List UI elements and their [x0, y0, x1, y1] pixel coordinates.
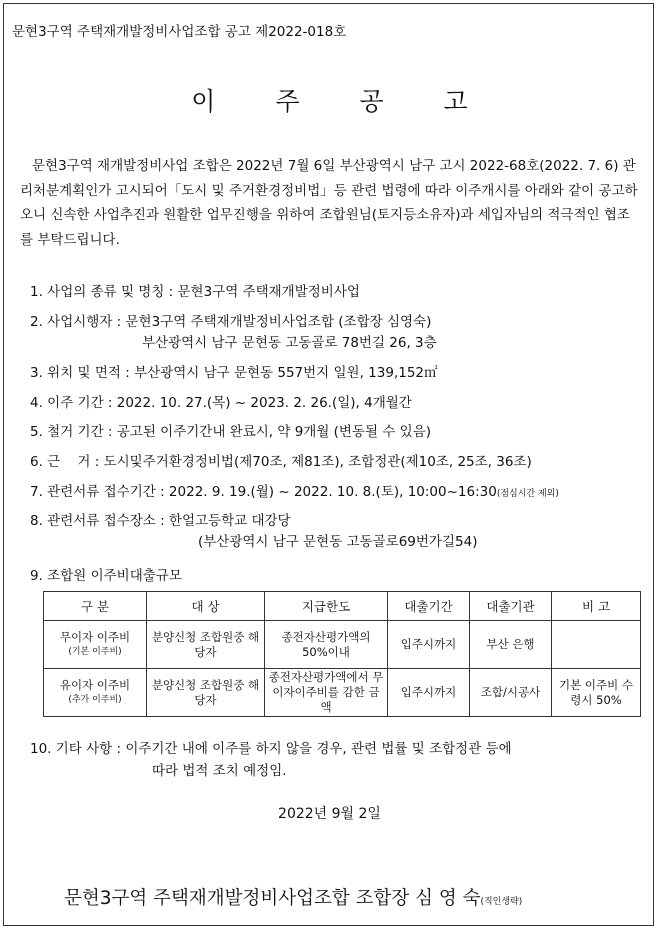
cell-remark: 기본 이주비 수령시 50%: [552, 669, 641, 717]
cell-lender: 부산 은행: [470, 621, 552, 669]
item-2: [30, 313, 437, 352]
item-8-line2: (부산광역시 남구 문현동 고동골로69번가길54): [198, 534, 478, 550]
item-4: 4. 이주 기간 : 2022. 10. 27.(목) ~ 2023. 2. 26.(일), 4개월간: [30, 395, 412, 411]
kind-label: 무이자 이주비: [59, 629, 131, 644]
item-6: 6. 근 거 : 도시및주거환경정비법(제70조, 제81조), 조합정관(제10조, 25조, 36조): [30, 454, 532, 470]
column-header: 대출기간: [388, 592, 470, 621]
cell-lender: 조합/시공사: [470, 669, 552, 717]
kind-note: (기본 이주비): [68, 646, 122, 657]
item-10: [30, 738, 650, 782]
item-10-line1: 10. 기타 사항 : 이주기간 내에 이주를 하지 않을 경우, 관련 법률 및 조합정관 등에: [30, 741, 512, 757]
cell-target: 분양신청 조합원중 해당자: [147, 669, 265, 717]
seal-note: (직인생략): [480, 897, 523, 907]
item-3: 3. 위치 및 면적 : 부산광역시 남구 문현동 557번지 일원, 139,152㎡: [30, 365, 438, 381]
item-1: 1. 사업의 종류 및 명칭 : 문현3구역 주택재개발정비사업: [30, 284, 360, 300]
item-2-line1: 2. 사업시행자 : 문현3구역 주택재개발정비사업조합 (조합장 심영숙): [30, 314, 432, 330]
cell-kind: [44, 621, 147, 669]
cell-period: 입주시까지: [388, 621, 470, 669]
table-row: [44, 621, 641, 669]
notice-date: 2022년 9월 2일: [278, 806, 381, 822]
column-header: 대 상: [147, 592, 265, 621]
cell-kind: [44, 669, 147, 717]
kind-label: 유이자 이주비: [59, 677, 131, 692]
loan-table: [43, 591, 641, 717]
item-2-line2: 부산광역시 남구 문현동 고동골로 78번길 26, 3층: [142, 335, 437, 351]
item-7-text: 7. 관련서류 접수기간 : 2022. 9. 19.(월) ~ 2022. 10. 8.(토), 10:00~16:30: [30, 484, 497, 500]
item-7: [30, 483, 559, 503]
notice-number: 문현3구역 주택재개발정비사업조합 공고 제2022-018호: [12, 24, 347, 40]
intro-text: 문현3구역 재개발정비사업 조합은 2022년 7월 6일 부산광역시 남구 고시 2022-68호(2022. 7. 6) 관리처분계획인가 고시되어「도시 및 주거환경정비법」등 관련 법령에 따라 이주개시를 아래와 같이 공고하오니 신속한 사업추진과 원활한 업무진행을 위하여 조합원님(토지등소유자)과 세입자님의 적극적인 협조를 부탁드립니다.: [20, 158, 638, 248]
cell-target: 분양신청 조합원중 해당자: [147, 621, 265, 669]
item-8: [30, 512, 477, 551]
column-header: 지급한도: [265, 592, 388, 621]
column-header: 구 분: [44, 592, 147, 621]
table-header-row: [44, 592, 641, 621]
table-row: [44, 669, 641, 717]
signer-name: 문현3구역 주택재개발정비사업조합 조합장 심 영 숙: [64, 888, 481, 909]
cell-remark: [552, 621, 641, 669]
signer: [64, 884, 522, 910]
item-10-line2: 따라 법적 조치 예정임.: [152, 763, 287, 779]
item-9: 9. 조합원 이주비대출규모: [30, 568, 182, 584]
intro-paragraph: [20, 154, 638, 252]
item-8-line1: 8. 관련서류 접수장소 : 한얼고등학교 대강당: [30, 513, 291, 529]
item-5: 5. 철거 기간 : 공고된 이주기간내 완료시, 약 9개월 (변동될 수 있음): [30, 424, 432, 440]
page-title: 이 주 공 고: [191, 87, 494, 116]
column-header: 대출기관: [470, 592, 552, 621]
column-header: 비 고: [552, 592, 641, 621]
item-7-note: (점심시간 제외): [496, 489, 559, 499]
cell-period: 입주시까지: [388, 669, 470, 717]
cell-limit: 종전자산평가액에서 무이자이주비를 감한 금액: [265, 669, 388, 717]
cell-limit: 종전자산평가액의 50%이내: [265, 621, 388, 669]
kind-note: (추가 이주비): [68, 694, 122, 705]
